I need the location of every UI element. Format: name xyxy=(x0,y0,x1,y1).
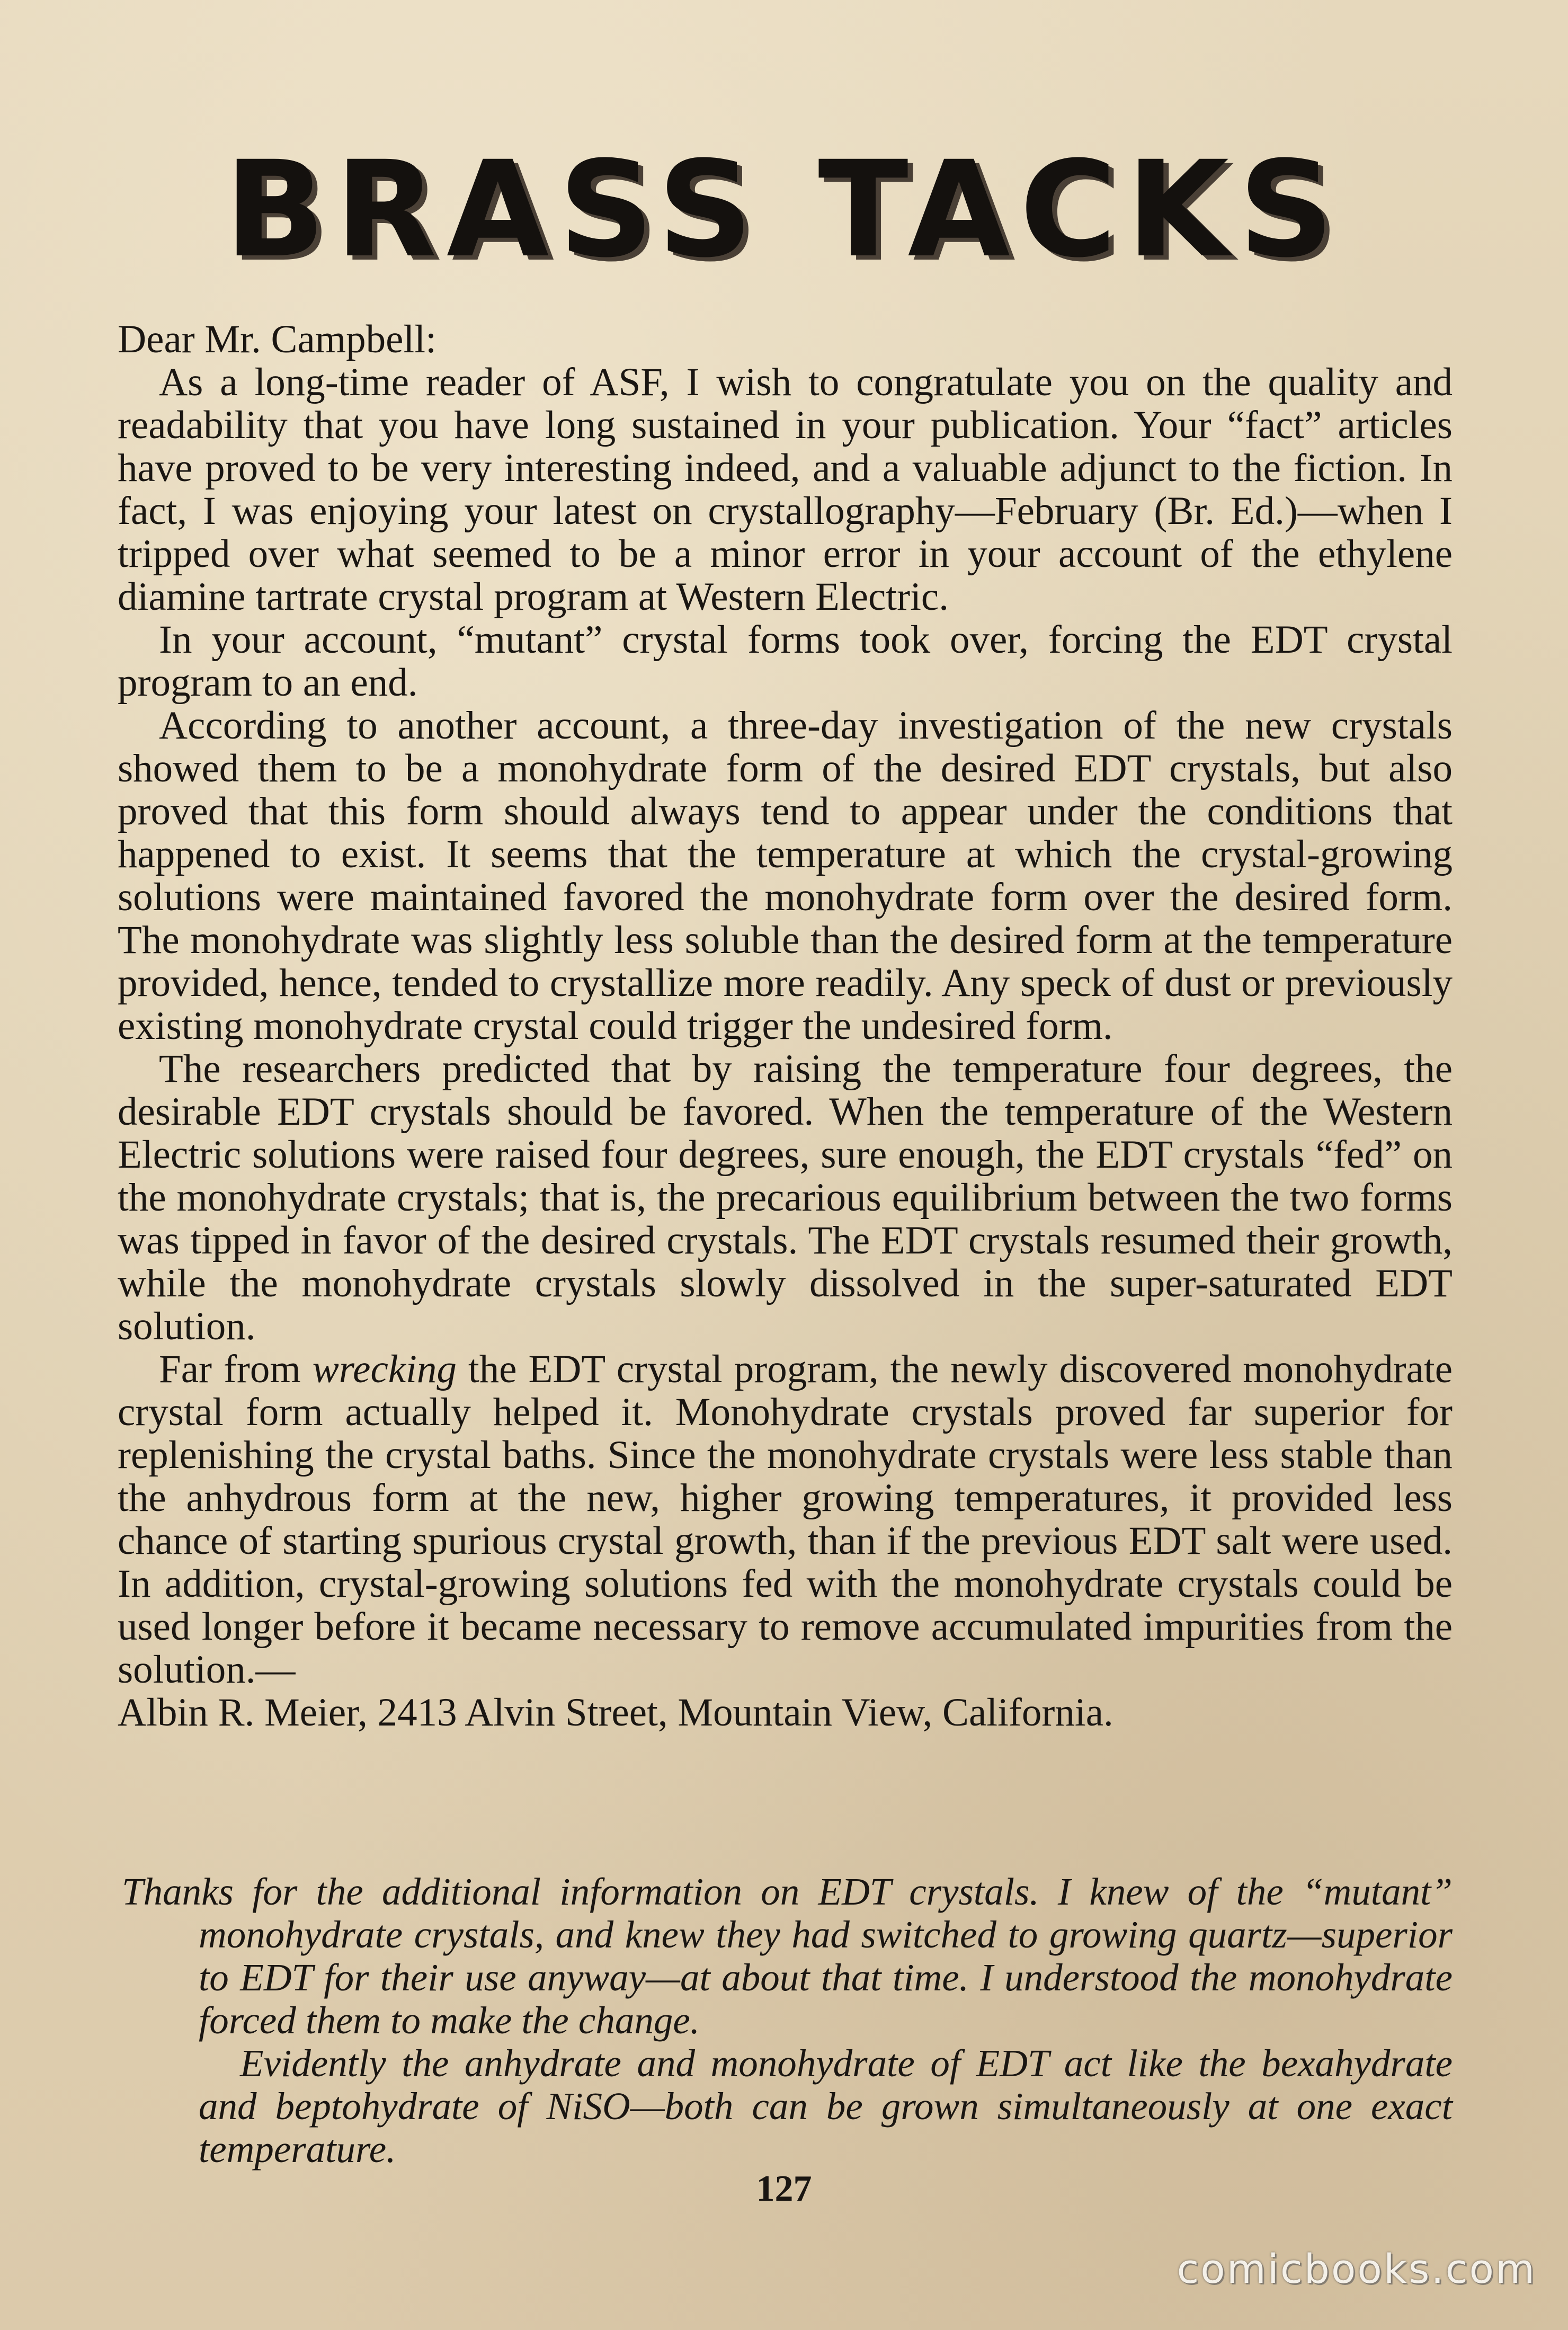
letter-paragraph: In your account, “mutant” crystal forms took over, forcing the EDT crystal program to an end. xyxy=(118,618,1453,705)
running-head-faded xyxy=(381,16,1176,48)
page-title: BRASS TACKS xyxy=(224,132,1344,287)
reply-paragraph: Evidently the anhydrate and monohydrate of EDT act like the bexahydrate and beptohydrate of NiSO—both can be grown simultaneously at one exact temperature. xyxy=(199,2042,1453,2171)
letter-emphasis: wrecking xyxy=(312,1347,457,1391)
letter-paragraph: As a long-time reader of ASF, I wish to congratulate you on the quality and readability that you have long sustained in your publication. Your “fact” articles have proved to be very interesting indeed, and a valuable adjunct to the fiction. In fact, I was enjoying your latest on crystallography—February (Br. Ed.)—when I tripped over what seemed to be a minor error in your account of the ethylene diamine tartrate crystal program at Western Electric. xyxy=(118,360,1453,619)
letter-paragraph: The researchers predicted that by raising the temperature four degrees, the desirable EDT crystals should be favored. When the temperature of the Western Electric solutions were raised four degrees, sure enough, the EDT crystals “fed” on the monohydrate crystals; that is, the precarious equilibrium between the two forms was tipped in favor of the desired crystals. The EDT crystals resumed their growth, while the monohydrate crystals slowly dissolved in the super-saturated EDT solution. xyxy=(118,1047,1453,1348)
letter-text: the EDT crystal program, the newly discovered monohydrate crystal form actually helped it. Monohydrate crystals proved far superior for replenishing the crystal baths. Since the monohydrate crystals were less stable than the anhydrous form at the new, higher growing temperatures, it provided less chance of starting spurious crystal growth, than if the previous EDT salt were used. In addition, crystal-growing solutions fed with the monohydrate crystals could be used longer before it became necessary to remove accumulated impurities from the solution.— xyxy=(118,1347,1453,1692)
reply-paragraph: Thanks for the additional information on EDT crystals. I knew of the “mutant” monohydrate crystals, and knew they had switched to growing quartz—superior to EDT for their use anyway—at about that time. I understood the monohydrate forced them to make the change. xyxy=(122,1870,1453,2042)
page-number: 127 xyxy=(756,2168,812,2209)
letter-salutation: Dear Mr. Campbell: xyxy=(118,317,436,361)
reader-letter xyxy=(118,318,1453,1734)
editor-reply xyxy=(122,1870,1453,2171)
letter-paragraph: According to another account, a three-day investigation of the new crystals showed them to be a monohydrate form of the desired EDT crystals, but also proved that this form should always tend to appear under the conditions that happened to exist. It seems that the temperature at which the crystal-growing solutions were maintained favored the monohydrate form over the desired form. The monohydrate was slightly less soluble than the desired form at the temperature provided, hence, tended to crystallize more readily. Any speck of dust or previously existing monohydrate crystal could trigger the undesired form. xyxy=(118,704,1453,1048)
letter-text: Far from xyxy=(159,1347,313,1391)
letter-paragraph xyxy=(118,1348,1453,1691)
letter-signature: Albin R. Meier, 2413 Alvin Street, Mountain View, California. xyxy=(118,1691,1113,1735)
watermark: comicbooks.com xyxy=(1177,2245,1536,2292)
